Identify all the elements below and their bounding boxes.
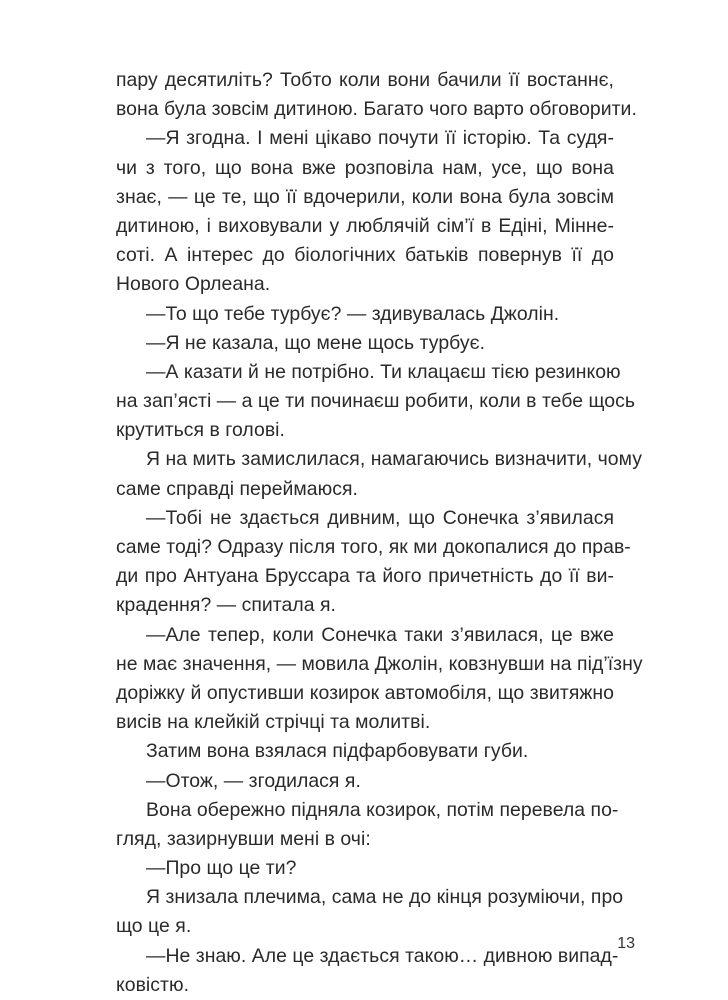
text-line: ковістю. xyxy=(116,973,190,996)
text-line: пару десятиліть? Тобто коли вони бачили її востаннє, xyxy=(116,69,614,91)
page-number: 13 xyxy=(617,935,635,952)
text-line: дитиною, і виховували у люблячій сім’ї в Едіні, Мінне- xyxy=(116,214,614,237)
text-line: крутиться в голові. xyxy=(116,419,285,442)
text-line: —Отож, — згодилася я. xyxy=(146,769,361,792)
text-line: —Я не казала, що мене щось турбує. xyxy=(146,331,486,354)
text-line: Я знизала плечима, сама не до кінця розуміючи, про xyxy=(146,886,624,909)
text-line: ди про Антуана Бруссара та його причетність до її ви- xyxy=(116,565,614,588)
text-line: крадення? — спитала я. xyxy=(116,594,336,617)
text-line: Затим вона взялася підфарбовувати губи. xyxy=(146,740,529,763)
text-line: не має значення, — мовила Джолін, ковзнувши на під’їзну xyxy=(116,652,643,675)
text-line: —Про що це ти? xyxy=(146,857,297,880)
text-line: вона була зовсім дитиною. Багато чого варто обговорити. xyxy=(116,98,637,121)
text-line: гляд, зазирнувши мені в очі: xyxy=(116,827,371,850)
text-line: соті. А інтерес до біологічних батьків повернув її до xyxy=(116,244,614,267)
text-line: Я на мить замислилася, намагаючись визначити, чому xyxy=(146,448,642,471)
text-line: Вона обережно підняла козирок, потім перевела по- xyxy=(146,798,619,821)
text-line: на зап’ясті — а це ти починаєш робити, коли в тебе щось xyxy=(116,390,635,413)
text-line: чи з того, що вона вже розповіла нам, усе, що вона xyxy=(116,156,614,179)
text-line: —Але тепер, коли Сонечка таки з’явилася, це вже xyxy=(146,623,614,646)
text-line: —Не знаю. Але це здається такою… дивною випад- xyxy=(146,944,619,967)
text-line: знає, — це те, що її вдочерили, коли вона була зовсім xyxy=(116,185,614,208)
text-line: саме тоді? Одразу після того, як ми докопалися до прав- xyxy=(116,536,631,558)
text-line: доріжку й опустивши козирок автомобіля, що звитяжно xyxy=(116,681,614,704)
text-line: —Я згодна. І мені цікаво почути її історію. Та судя- xyxy=(146,127,614,150)
text-line: саме справді переймаюся. xyxy=(116,477,358,500)
text-line: —А казати й не потрібно. Ти клацаєш тією резинкою xyxy=(146,360,621,383)
text-line: висів на клейкій стрічці та молитві. xyxy=(116,711,431,734)
text-line: —То що тебе турбує? — здивувалась Джолін. xyxy=(146,302,560,325)
text-line: що це я. xyxy=(116,915,192,938)
text-line: —Тобі не здається дивним, що Сонечка з’явилася xyxy=(146,506,614,529)
text-line: Нового Орлеана. xyxy=(116,273,271,296)
